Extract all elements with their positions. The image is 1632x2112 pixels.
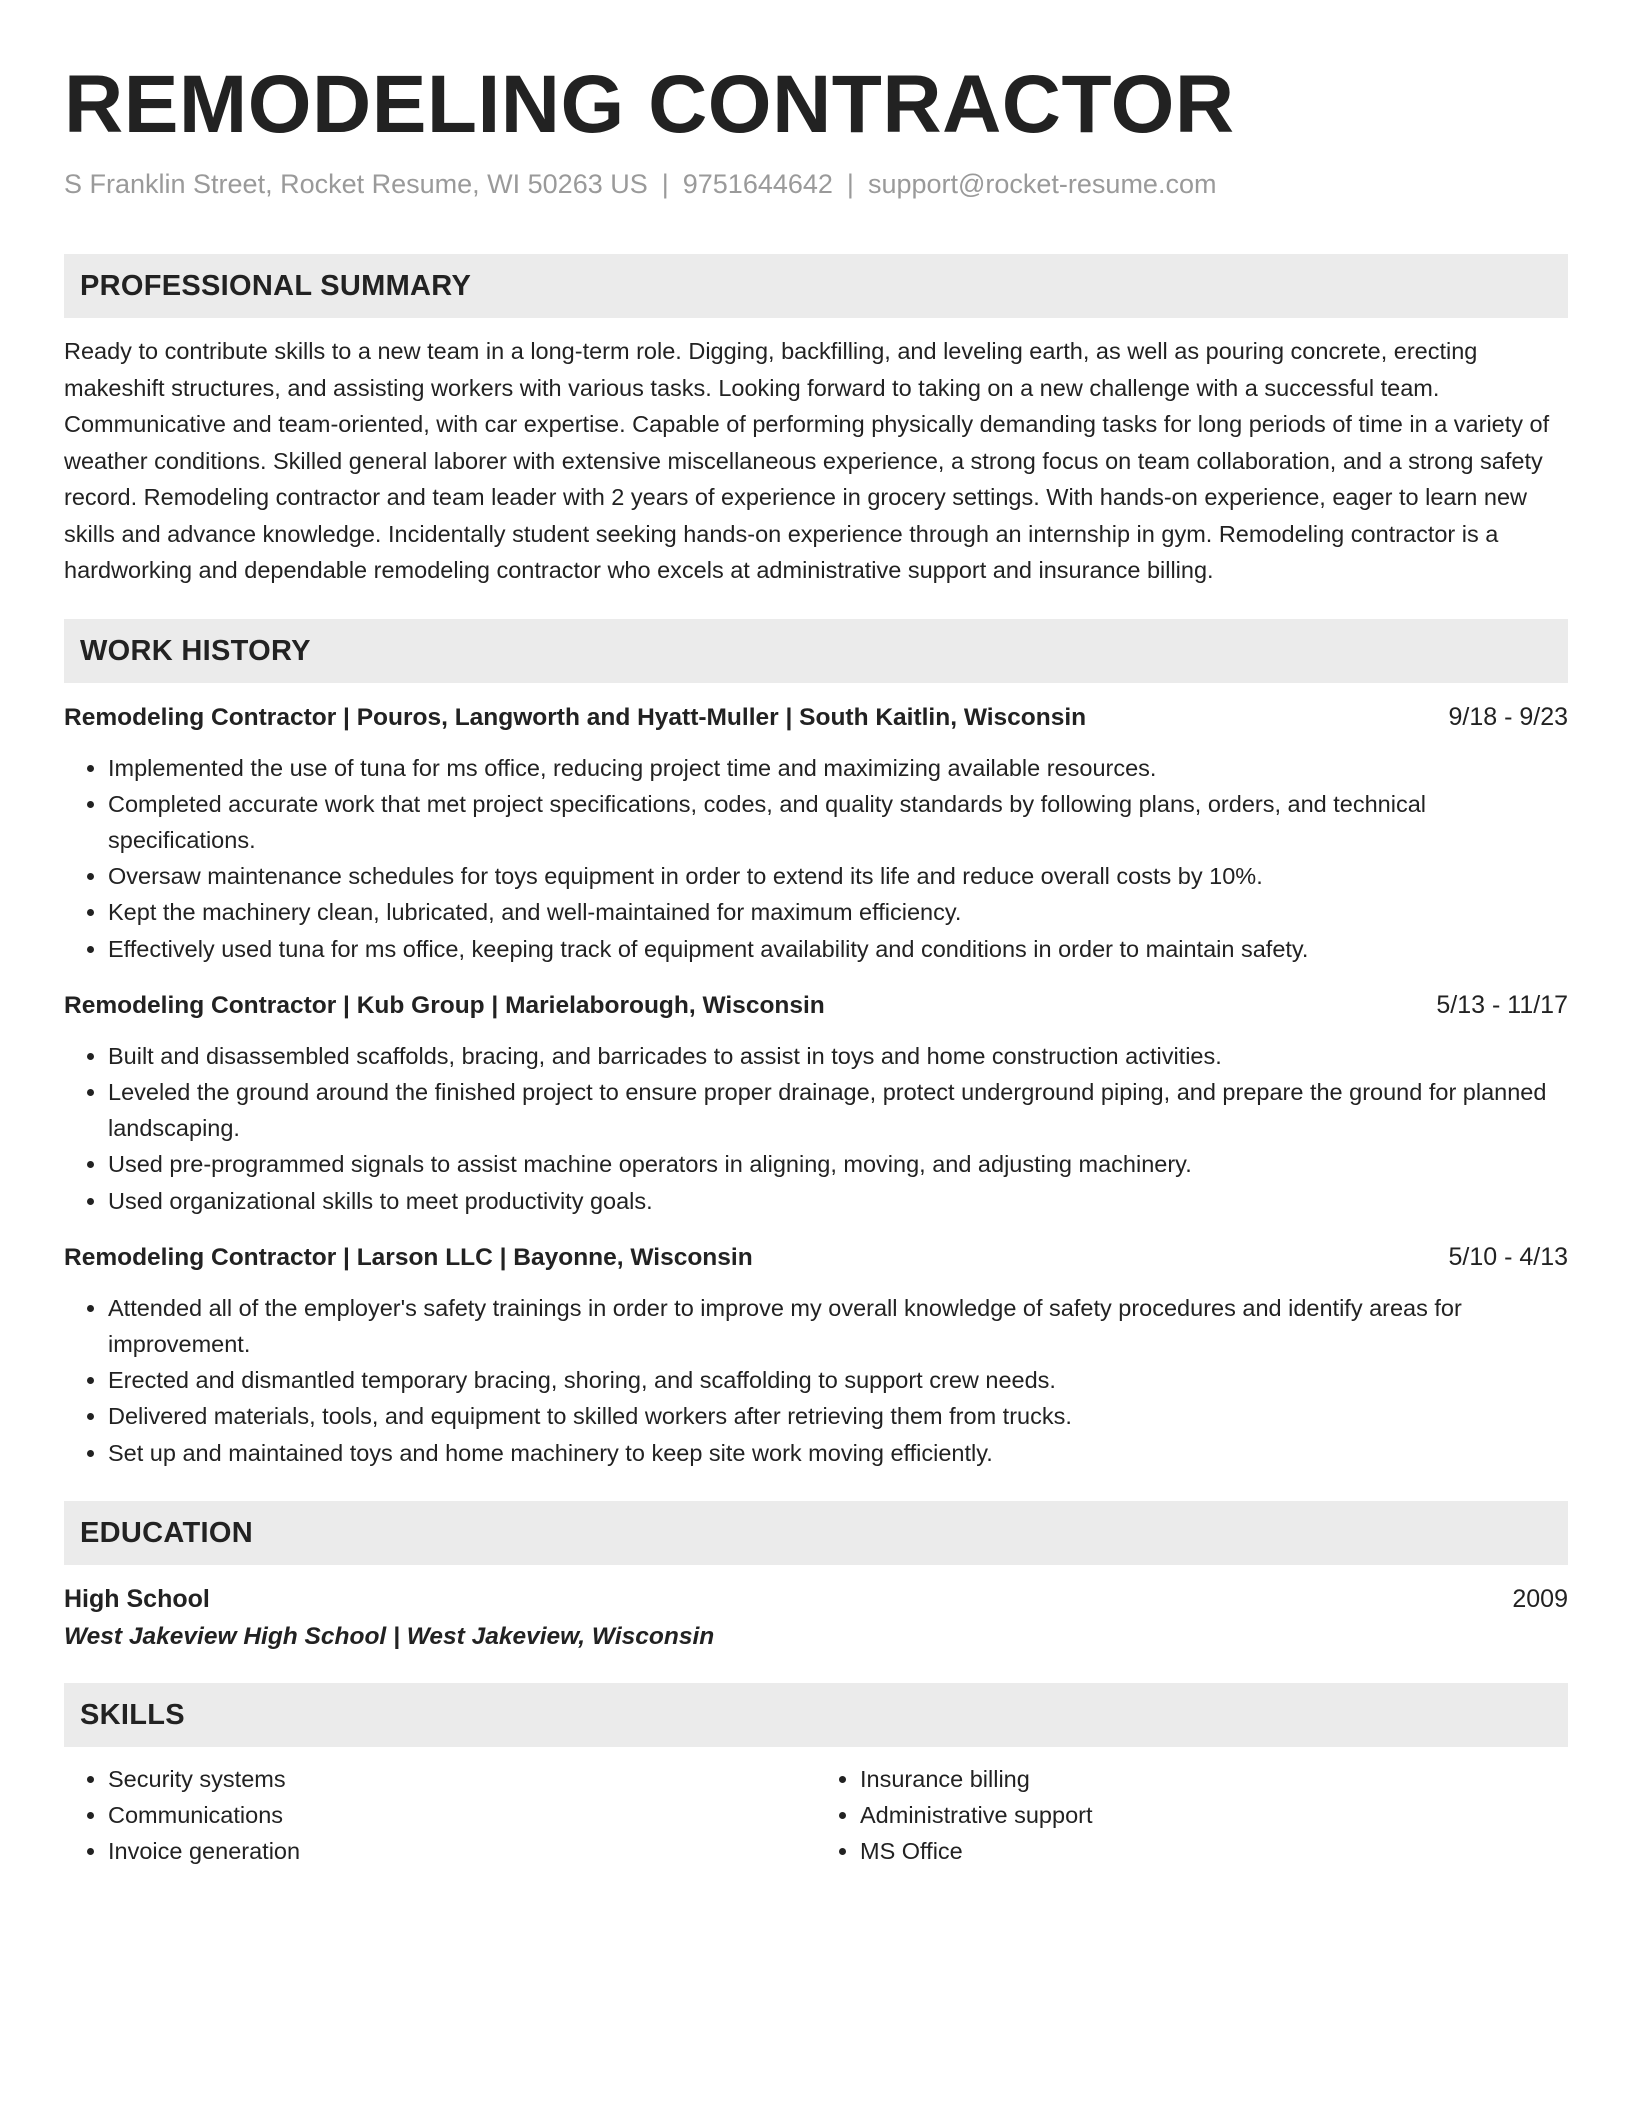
job-header bbox=[64, 699, 1568, 736]
job-bullet: • Attended all of the employer's safety trainings in order to improve my overall knowledge of safety procedures and identify areas for improvement. bbox=[108, 1290, 1568, 1362]
education-row bbox=[64, 1581, 1568, 1617]
job-title: Remodeling Contractor | Kub Group | Marielaborough, Wisconsin bbox=[64, 991, 825, 1019]
job-header bbox=[64, 987, 1568, 1024]
job-bullet: • Kept the machinery clean, lubricated, and well-maintained for maximum efficiency. bbox=[108, 894, 1568, 930]
skill-item: • Insurance billing bbox=[860, 1761, 1568, 1797]
job-bullets bbox=[64, 1290, 1568, 1471]
job-bullet: • Implemented the use of tuna for ms office, reducing project time and maximizing available resources. bbox=[108, 750, 1568, 786]
resume-page bbox=[64, 58, 1568, 1869]
job-entry bbox=[64, 1239, 1568, 1471]
job-title: Remodeling Contractor | Pouros, Langworth and Hyatt-Muller | South Kaitlin, Wisconsin bbox=[64, 703, 1087, 731]
contact-phone: 9751644642 bbox=[682, 169, 833, 199]
job-bullet: • Effectively used tuna for ms office, keeping track of equipment availability and conditions in order to maintain safety. bbox=[108, 931, 1568, 967]
education-entry bbox=[64, 1581, 1568, 1657]
education-year: 2009 bbox=[1512, 1584, 1568, 1613]
job-bullet: • Completed accurate work that met project specifications, codes, and quality standards by following plans, orders, and technical specifications. bbox=[108, 786, 1568, 858]
contact-separator: | bbox=[661, 169, 669, 199]
skill-item: • Communications bbox=[108, 1797, 816, 1833]
job-dates: 5/13 - 11/17 bbox=[1436, 990, 1568, 1019]
job-bullets bbox=[64, 750, 1568, 967]
skills-column-right bbox=[816, 1761, 1568, 1869]
summary-heading: PROFESSIONAL SUMMARY bbox=[64, 254, 1568, 318]
contact-email[interactable]: support@rocket-resume.com bbox=[867, 169, 1217, 199]
job-title: Remodeling Contractor | Larson LLC | Bayonne, Wisconsin bbox=[64, 1243, 753, 1271]
summary-text: Ready to contribute skills to a new team in a long-term role. Digging, backfilling, and leveling earth, as well as pouring concrete, erecting makeshift structures, and assisting workers with various tasks. Looking forward to taking on a new challenge with a successful team. Communicative and team-oriented, with car expertise. Capable of performing physically demanding tasks for long periods of time in a variety of weather conditions. Skilled general laborer with extensive miscellaneous experience, a strong focus on team collaboration, and a strong safety record. Remodeling contractor and team leader with 2 years of experience in grocery settings. With hands-on experience, eager to learn new skills and advance knowledge. Incidentally student seeking hands-on experience through an internship in gym. Remodeling contractor is a hardworking and dependable remodeling contractor who excels at administrative support and insurance billing. bbox=[64, 338, 1550, 583]
job-entry bbox=[64, 987, 1568, 1219]
skill-item: • Security systems bbox=[108, 1761, 816, 1797]
job-bullet: • Leveled the ground around the finished project to ensure proper drainage, protect underground piping, and prepare the ground for planned landscaping. bbox=[108, 1074, 1568, 1146]
skill-item: • Administrative support bbox=[860, 1797, 1568, 1833]
job-dates: 9/18 - 9/23 bbox=[1448, 702, 1568, 731]
skills-column-left bbox=[64, 1761, 816, 1869]
contact-line bbox=[64, 166, 1568, 202]
job-dates: 5/10 - 4/13 bbox=[1448, 1242, 1568, 1271]
skill-item: • Invoice generation bbox=[108, 1833, 816, 1869]
job-bullet: • Delivered materials, tools, and equipment to skilled workers after retrieving them from trucks. bbox=[108, 1398, 1568, 1434]
skills-heading: SKILLS bbox=[64, 1683, 1568, 1747]
skills-list bbox=[64, 1761, 1568, 1869]
education-heading: EDUCATION bbox=[64, 1501, 1568, 1565]
contact-address: S Franklin Street, Rocket Resume, WI 50263 US bbox=[64, 169, 648, 199]
work-history-heading: WORK HISTORY bbox=[64, 619, 1568, 683]
contact-separator: | bbox=[846, 169, 854, 199]
skill-item: • MS Office bbox=[860, 1833, 1568, 1869]
job-bullet: • Built and disassembled scaffolds, bracing, and barricades to assist in toys and home construction activities. bbox=[108, 1038, 1568, 1074]
job-bullet: • Used pre-programmed signals to assist machine operators in aligning, moving, and adjusting machinery. bbox=[108, 1146, 1568, 1182]
job-header bbox=[64, 1239, 1568, 1276]
candidate-name: REMODELING CONTRACTOR bbox=[64, 59, 1235, 150]
job-entry bbox=[64, 699, 1568, 967]
job-bullet: • Erected and dismantled temporary bracing, shoring, and scaffolding to support crew needs. bbox=[108, 1362, 1568, 1398]
education-degree: High School bbox=[64, 1584, 210, 1613]
job-bullet: • Set up and maintained toys and home machinery to keep site work moving efficiently. bbox=[108, 1435, 1568, 1471]
job-bullet: • Oversaw maintenance schedules for toys equipment in order to extend its life and reduce overall costs by 10%. bbox=[108, 858, 1568, 894]
job-bullet: • Used organizational skills to meet productivity goals. bbox=[108, 1183, 1568, 1219]
job-bullets bbox=[64, 1038, 1568, 1219]
education-school: West Jakeview High School | West Jakeview, Wisconsin bbox=[64, 1622, 715, 1650]
